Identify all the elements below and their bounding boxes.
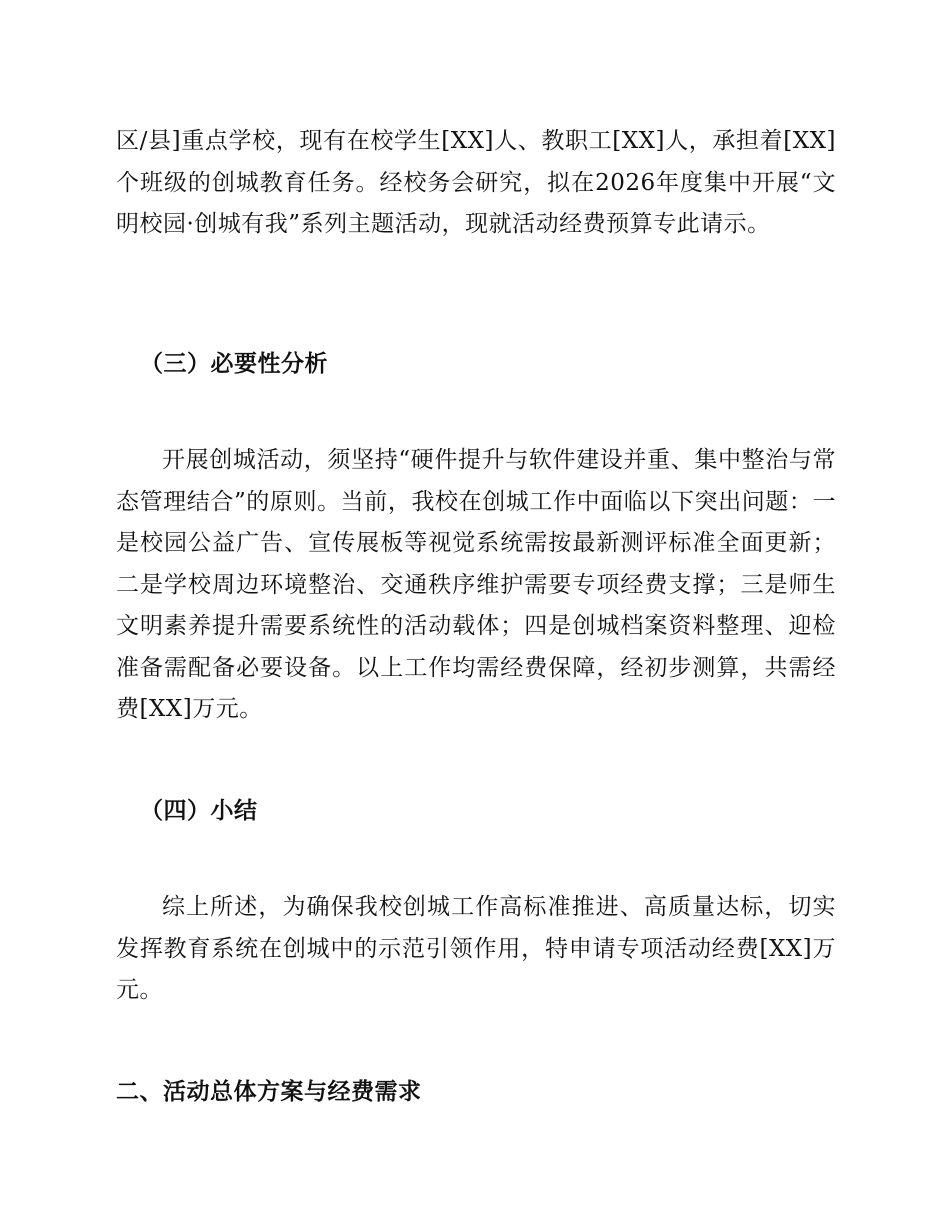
section-4-paragraph: 综上所述，为确保我校创城工作高标准推进、高质量达标，切实发挥教育系统在创城中的示范引领作用，特申请专项活动经费[XX]万元。 [116, 894, 836, 1003]
section-3-heading: （三）必要性分析 [140, 351, 328, 377]
intro-paragraph: 区/县]重点学校，现有在校学生[XX]人、教职工[XX]人，承担着[XX]个班级的创城教育任务。经校务会研究，拟在2026年度集中开展“文明校园·创城有我”系列主题活动，现就活动经费预算专此请示。 [116, 128, 836, 237]
section-4-heading: （四）小结 [140, 798, 258, 824]
chapter-2-heading: 二、活动总体方案与经费需求 [116, 1079, 422, 1105]
section-3-paragraph: 开展创城活动，须坚持“硬件提升与软件建设并重、集中整治与常态管理结合”的原则。当前，我校在创城工作中面临以下突出问题：一是校园公益广告、宣传展板等视觉系统需按最新测评标准全面更新；二是学校周边环境整治、交通秩序维护需要专项经费支撑；三是师生文明素养提升需要系统性的活动载体；四是创城档案资料整理、迎检准备需配备必要设备。以上工作均需经费保障，经初步测算，共需经费[XX]万元。 [116, 447, 836, 722]
